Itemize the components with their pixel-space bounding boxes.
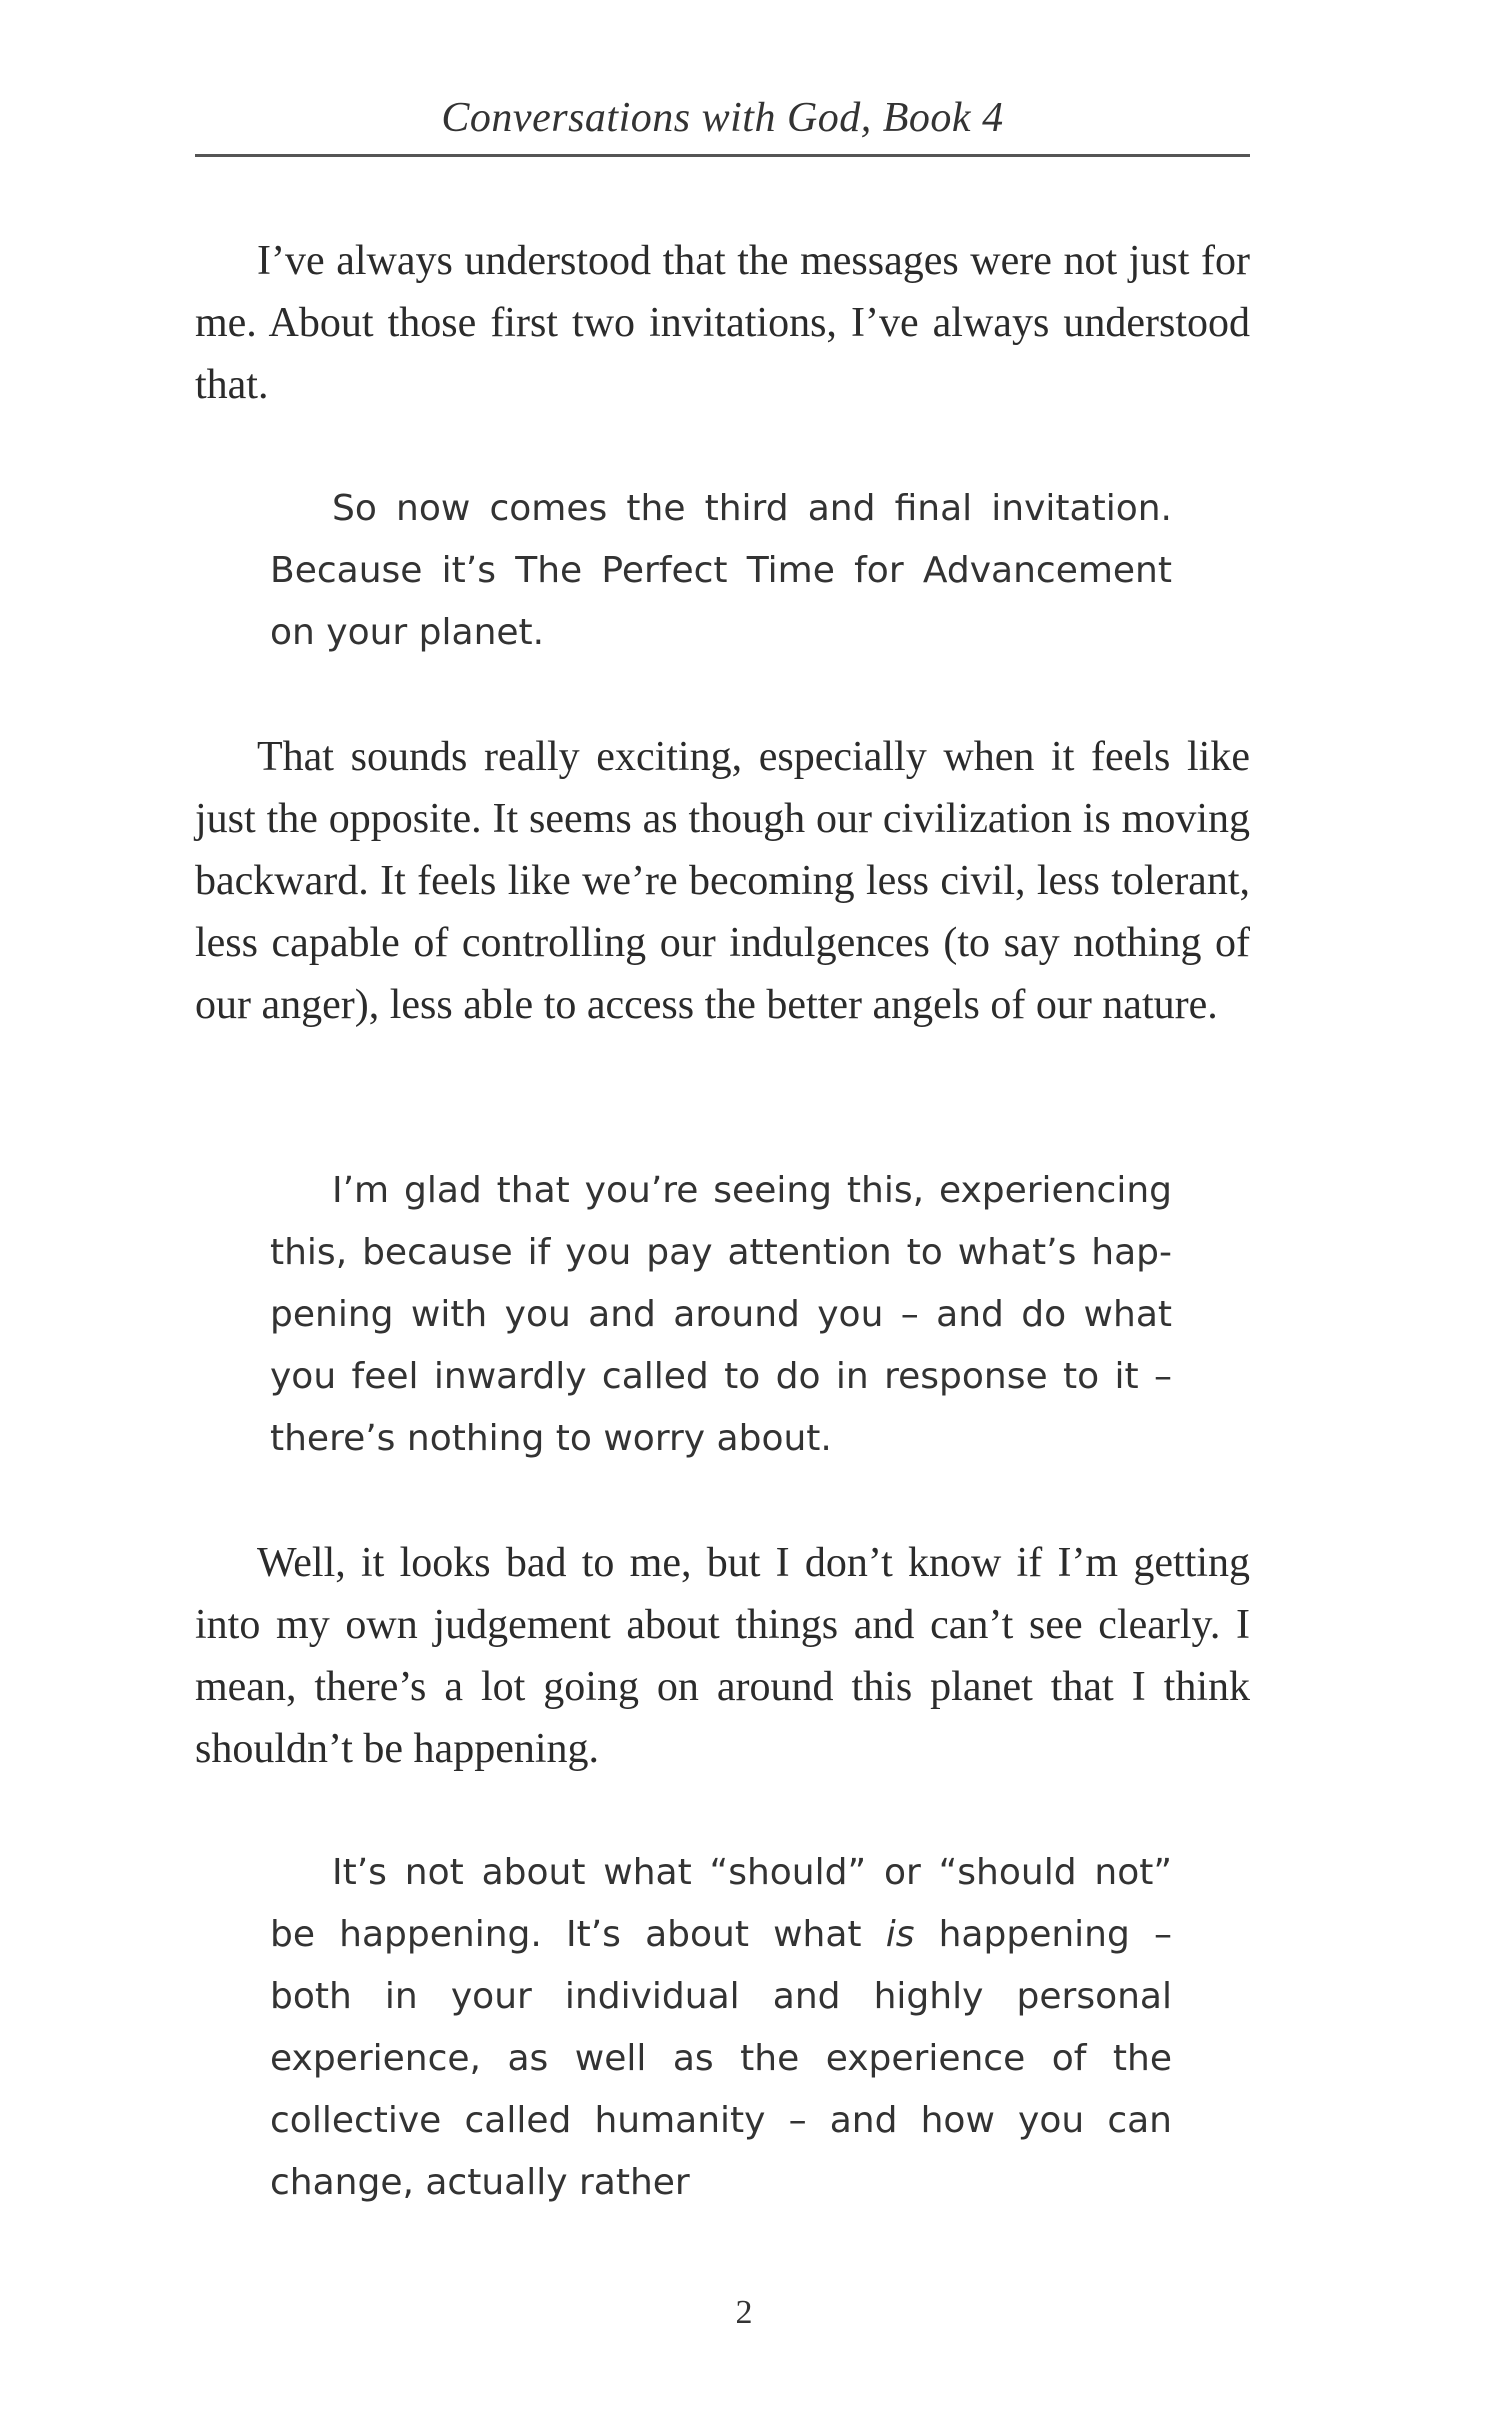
page-number: 2 — [735, 2294, 753, 2331]
paragraph-6-emphasis: is — [885, 1914, 915, 1955]
header-rule — [195, 154, 1250, 157]
paragraph-6-god — [270, 1842, 1172, 2214]
running-head-title: Conversations with God, Book 4 — [441, 95, 1004, 141]
paragraph-5-human: Well, it looks bad to me, but I don’t know if I’m getting into my own judgement about things and can’t see clearly. I mean, there’s a lot going on around this planet that I think shouldn’t be happening. — [195, 1540, 1250, 1772]
paragraph-6-text-before: It’s not about what “should” or “should not” be happening. It’s about what — [270, 1852, 1172, 1955]
paragraph-4-god: I’m glad that you’re seeing this, experiencing this, because if you pay attention to what’s happening with you and around you – and do what you feel inwardly called to do in response to it – there’s nothing to worry about. — [270, 1170, 1172, 1459]
paragraph-6-text-after: happening – both in your individual and highly personal experience, as well as the experience of the collective called humanity – and how you can change, actually rather — [270, 1914, 1172, 2203]
paragraph-1-human: I’ve always understood that the messages were not just for me. About those first two invitations, I’ve always understood that. — [195, 238, 1250, 408]
paragraph-2-god: So now comes the third and final invitation. Because it’s The Perfect Time for Advancement on your planet. — [270, 488, 1172, 653]
paragraph-3-human: That sounds really exciting, especially when it feels like just the opposite. It seems as though our civilization is moving backward. It feels like we’re becoming less civil, less tolerant, less capable of controlling our indulgences (to say nothing of our anger), less able to access the better angels of our nature. — [195, 734, 1250, 1028]
